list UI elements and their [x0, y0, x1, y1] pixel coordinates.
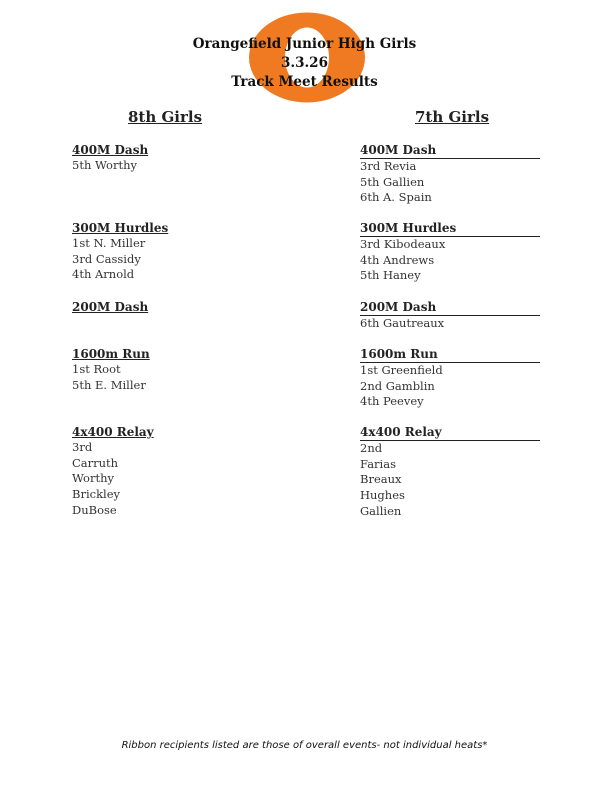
event-block: [360, 425, 540, 519]
event-block: [72, 347, 150, 393]
event-title: 300M Hurdles: [72, 221, 169, 235]
event-title: 200M Dash: [72, 300, 149, 314]
event-block: [360, 347, 540, 410]
footnote: Ribbon recipients listed are those of overall events- not individual heats*: [121, 740, 488, 751]
result-entry: 1st N. Miller: [72, 236, 146, 250]
result-entry: DuBose: [72, 502, 117, 517]
result-entry: Farias: [360, 456, 396, 471]
event-title: 4x400 Relay: [360, 425, 540, 441]
result-entry: Brickley: [72, 487, 121, 502]
result-entry: 2nd: [360, 441, 383, 455]
page-subtitle: Track Meet Results: [231, 74, 378, 90]
event-title: 300M Hurdles: [360, 221, 540, 237]
column-heading-8th: 8th Girls: [128, 108, 203, 126]
event-title: 4x400 Relay: [72, 425, 154, 439]
event-title: 1600m Run: [72, 347, 150, 361]
result-entry: Worthy: [72, 471, 114, 486]
meet-date: 3.3.26: [281, 55, 328, 71]
column-heading-7th: 7th Girls: [415, 108, 490, 126]
result-entry: 2nd Gamblin: [360, 378, 435, 393]
event-title: 1600m Run: [360, 347, 540, 363]
result-entry: Carruth: [72, 455, 119, 470]
event-block: [360, 300, 540, 332]
event-block: [360, 143, 540, 206]
event-title: 400M Dash: [360, 143, 540, 159]
result-entry: 5th Haney: [360, 268, 421, 283]
result-entry: 3rd: [72, 440, 93, 454]
event-block: [72, 425, 154, 518]
event-block: [72, 221, 168, 283]
result-entry: 1st Greenfield: [360, 363, 443, 377]
result-entry: Gallien: [360, 503, 402, 518]
result-entry: 6th A. Spain: [360, 190, 432, 205]
result-entry: 1st Root: [72, 362, 121, 376]
result-entry: 3rd Cassidy: [72, 251, 141, 266]
result-entry: 3rd Kibodeaux: [360, 237, 446, 251]
result-entry: 4th Andrews: [360, 252, 435, 267]
event-block: [72, 300, 148, 315]
event-block: [360, 221, 540, 284]
event-title: 200M Dash: [360, 300, 540, 316]
result-entry: 5th Worthy: [72, 158, 137, 172]
event-block: [72, 143, 148, 174]
result-entry: Hughes: [360, 488, 405, 503]
result-entry: 4th Peevey: [360, 394, 424, 409]
result-entry: 4th Arnold: [72, 267, 135, 282]
result-entry: 5th E. Miller: [72, 377, 146, 392]
page-title: Orangefield Junior High Girls: [192, 36, 417, 52]
result-entry: 3rd Revia: [360, 159, 417, 173]
result-entry: 6th Gautreaux: [360, 316, 445, 330]
result-entry: Breaux: [360, 472, 402, 487]
result-entry: 5th Gallien: [360, 174, 425, 189]
event-title: 400M Dash: [72, 143, 149, 157]
